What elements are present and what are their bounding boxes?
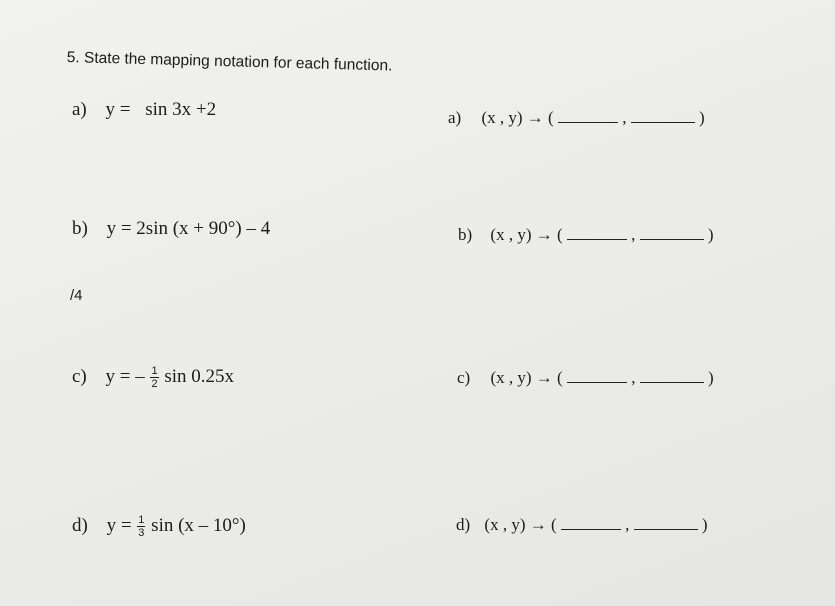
question-d-fraction-denominator: 3	[138, 527, 145, 539]
answer-a-open: (	[548, 108, 554, 127]
answer-c-open: (	[557, 368, 563, 387]
answer-d-label: d)	[456, 515, 471, 534]
answer-c-blank-x[interactable]	[567, 368, 627, 383]
question-c	[72, 365, 234, 390]
answer-b-comma: ,	[631, 225, 636, 244]
answer-b-close: )	[707, 225, 714, 244]
answer-b-blank-x[interactable]	[567, 225, 627, 240]
question-b-expr: 2sin (x + 90°) – 4	[136, 218, 271, 239]
answer-a-close: )	[698, 108, 705, 127]
answer-b	[458, 225, 714, 245]
question-c-expr: sin 0.25x	[164, 365, 235, 387]
answer-d-comma: ,	[625, 515, 630, 534]
answer-d	[456, 515, 708, 535]
answer-c-pair: (x , y)	[490, 368, 532, 387]
question-c-fraction-denominator: 2	[151, 378, 158, 390]
answer-d-blank-x[interactable]	[561, 515, 621, 530]
answer-d-open: (	[551, 515, 557, 534]
question-c-lhs: y = –	[105, 365, 145, 387]
question-d-fraction	[137, 514, 145, 539]
answer-b-label: b)	[458, 225, 473, 244]
question-a-expr: sin 3x +2	[145, 99, 217, 120]
question-d-lhs: y =	[106, 514, 132, 536]
answer-a	[448, 108, 705, 128]
answer-b-open: (	[557, 225, 563, 244]
question-a	[72, 99, 216, 121]
answer-d-close: )	[701, 515, 708, 534]
question-d-expr: sin (x – 10°)	[151, 514, 246, 536]
answer-d-blank-y[interactable]	[634, 515, 698, 530]
marks-value: /4	[70, 287, 83, 304]
answer-a-comma: ,	[622, 108, 627, 127]
question-a-label: a)	[72, 99, 87, 120]
answer-a-label: a)	[448, 108, 462, 127]
question-c-label: c)	[72, 365, 87, 387]
question-d-fraction-numerator: 1	[138, 514, 145, 526]
answer-b-arrow: →	[535, 225, 553, 244]
answer-b-pair: (x , y)	[490, 225, 532, 244]
answer-d-arrow: →	[529, 515, 547, 534]
question-b-lhs: y =	[106, 218, 132, 239]
answer-c-close: )	[707, 368, 714, 387]
question-c-fraction-numerator: 1	[151, 365, 158, 377]
answer-a-pair: (x , y)	[481, 108, 523, 127]
question-d-label: d)	[72, 514, 88, 536]
answer-b-blank-y[interactable]	[640, 225, 704, 240]
answer-a-blank-x[interactable]	[558, 108, 618, 123]
answer-c-label: c)	[457, 368, 471, 387]
question-c-fraction	[150, 365, 158, 390]
answer-d-pair: (x , y)	[484, 515, 526, 534]
answer-a-arrow: →	[526, 108, 544, 127]
question-title: 5. State the mapping notation for each function.	[66, 49, 393, 75]
question-b-label: b)	[72, 218, 88, 239]
answer-c-blank-y[interactable]	[640, 368, 704, 383]
answer-c-arrow: →	[535, 368, 553, 387]
answer-c	[457, 368, 714, 388]
answer-a-blank-y[interactable]	[631, 108, 695, 123]
question-b	[72, 218, 270, 240]
answer-c-comma: ,	[631, 368, 636, 387]
question-d	[72, 514, 246, 539]
question-a-lhs: y =	[105, 99, 131, 120]
